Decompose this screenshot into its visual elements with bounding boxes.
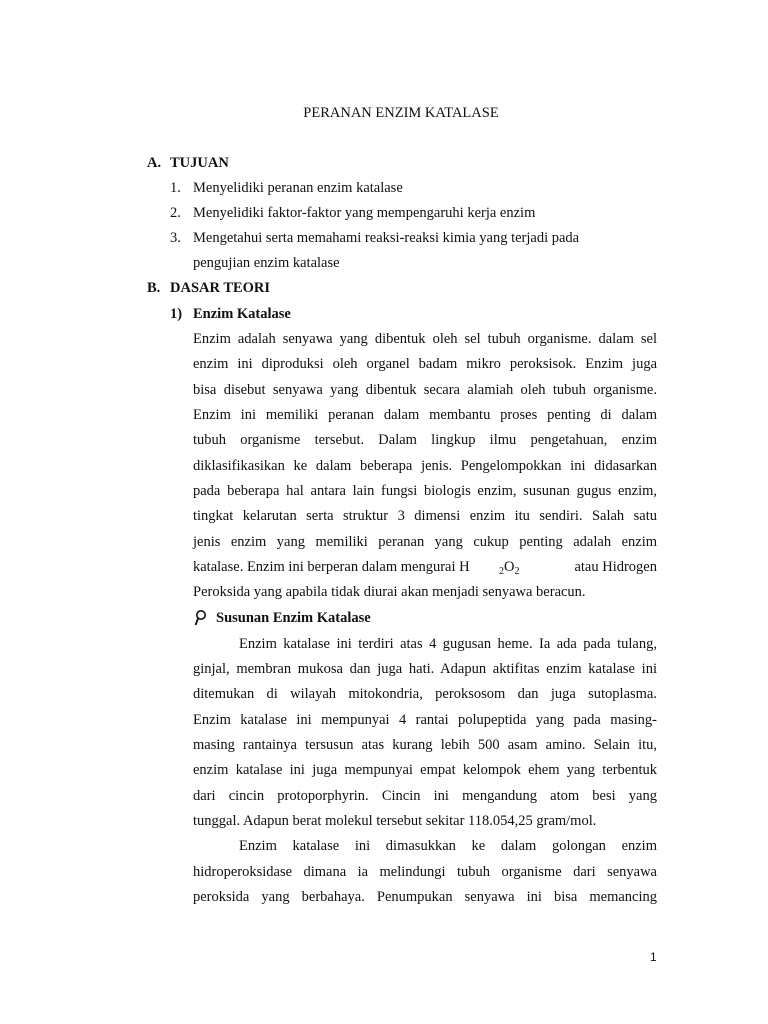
bullet-heading: Susunan Enzim Katalase <box>216 610 371 626</box>
list-item-number: 2. <box>170 205 181 221</box>
paragraph-line: pada beberapa hal antara lain fungsi biologis enzim, susunan gugus enzim, <box>193 483 657 499</box>
paragraph-line: peroksida yang berbahaya. Penumpukan senyawa ini bisa memancing <box>193 889 657 905</box>
paragraph-line: Enzim katalase ini mempunyai 4 rantai polupeptida yang pada masing- <box>193 712 657 728</box>
section-b-heading: DASAR TEORI <box>170 280 271 296</box>
paragraph-line: Enzim ini memiliki peranan dalam membantu proses penting di dalam <box>193 407 657 423</box>
list-item: Mengetahui serta memahami reaksi-reaksi kimia yang terjadi pada <box>193 230 580 246</box>
paragraph-line: Enzim katalase ini dimasukkan ke dalam golongan enzim <box>239 838 657 854</box>
paragraph-line: hidroperoksidase dimana ia melindungi tubuh organisme dari senyawa <box>193 864 657 880</box>
paragraph-line: ginjal, membran mukosa dan juga hati. Adapun aktifitas enzim katalase ini <box>193 661 657 677</box>
paragraph-line: diklasifikasikan ke dalam beberapa jenis. Pengelompokkan ini didasarkan <box>193 458 657 474</box>
section-a-marker: A. <box>147 155 162 171</box>
paragraph-line-last: tunggal. Adapun berat molekul tersebut sekitar 118.054,25 gram/mol. <box>193 813 597 829</box>
paragraph-line: ditemukan di wilayah mitokondria, peroksosom dan juga sutoplasma. <box>193 686 657 702</box>
paragraph-line: tubuh organisme tersebut. Dalam lingkup ilmu pengetahuan, enzim <box>193 432 657 448</box>
section-a-heading: TUJUAN <box>170 155 229 171</box>
subsection-heading: Enzim Katalase <box>193 306 291 322</box>
paragraph-line: bisa disebut senyawa yang dibentuk secara alamiah oleh tubuh organisme. <box>193 382 657 398</box>
h2o2-formula: $_2O_2$ <box>499 559 520 577</box>
document-title: PERANAN ENZIM KATALASE <box>303 105 499 121</box>
page-number: 1 <box>650 950 657 964</box>
section-b-marker: B. <box>147 280 161 296</box>
paragraph-line: dari cincin protoporphyrin. Cincin ini mengandung atom besi yang <box>193 788 657 804</box>
h2o2-text-after: atau Hidrogen <box>574 559 657 575</box>
paragraph-line-last: Peroksida yang apabila tidak diurai akan menjadi senyawa beracun. <box>193 584 586 600</box>
paragraph-line: enzim ini diproduksi oleh organel badam mikro peroksisok. Enzim juga <box>193 356 657 372</box>
paragraph-line: masing rantainya tersusun atas kurang lebih 500 asam amino. Selain itu, <box>193 737 657 753</box>
paragraph-line: Enzim adalah senyawa yang dibentuk oleh sel tubuh organisme. dalam sel <box>193 331 657 347</box>
list-item: Menyelidiki faktor-faktor yang mempengaruhi kerja enzim <box>193 205 536 221</box>
list-item-continuation: pengujian enzim katalase <box>193 255 340 271</box>
subsection-marker: 1) <box>170 306 183 322</box>
paragraph-line: tingkat kelarutan serta struktur 3 dimensi enzim itu sendiri. Salah satu <box>193 508 657 524</box>
list-item: Menyelidiki peranan enzim katalase <box>193 180 403 196</box>
paragraph-line: jenis enzim yang memiliki peranan yang cukup penting adalah enzim <box>193 534 657 550</box>
pin-bullet-icon <box>194 609 208 627</box>
list-item-number: 3. <box>170 230 181 246</box>
list-item-number: 1. <box>170 180 181 196</box>
paragraph-line: Enzim katalase ini terdiri atas 4 gugusan heme. Ia ada pada tulang, <box>239 636 657 652</box>
h2o2-text-before: katalase. Enzim ini berperan dalam mengurai H <box>193 559 470 575</box>
paragraph-line: enzim katalase ini juga mempunyai empat kelompok ehem yang terbentuk <box>193 762 657 778</box>
